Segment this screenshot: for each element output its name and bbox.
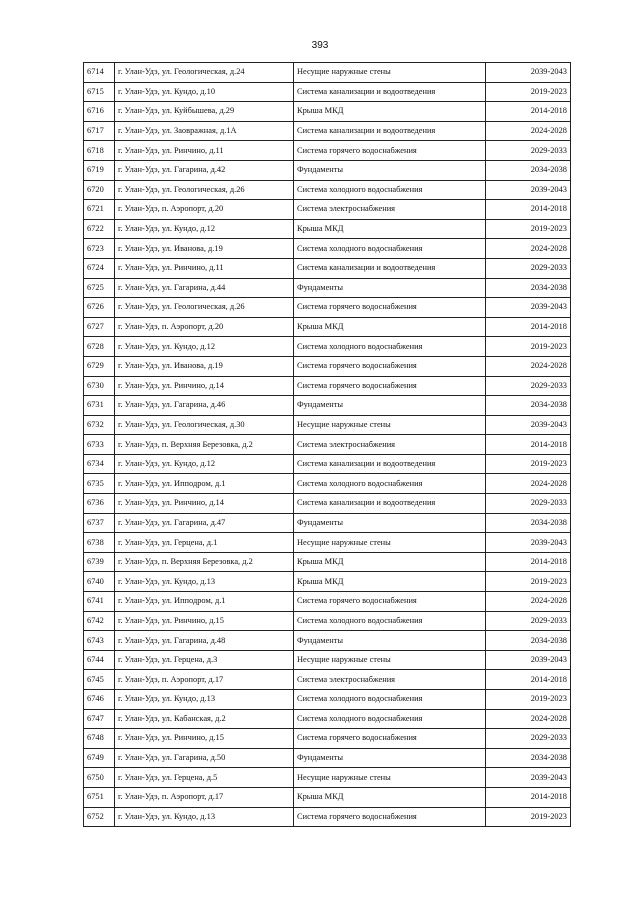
address-cell: г. Улан-Удэ, ул. Иванова, д.19 [115, 239, 294, 259]
address-cell: г. Улан-Удэ, ул. Ринчино, д.14 [115, 494, 294, 514]
row-number-cell: 6745 [84, 670, 115, 690]
period-cell: 2014-2018 [486, 670, 571, 690]
table-row [84, 572, 571, 592]
row-number-cell: 6724 [84, 258, 115, 278]
address-cell: г. Улан-Удэ, ул. Ринчино, д.15 [115, 729, 294, 749]
row-number-cell: 6717 [84, 121, 115, 141]
table-row [84, 690, 571, 710]
table-row [84, 611, 571, 631]
period-cell: 2039-2043 [486, 63, 571, 83]
period-cell: 2019-2023 [486, 572, 571, 592]
system-cell: Несущие наружные стены [294, 533, 486, 553]
address-cell: г. Улан-Удэ, ул. Ринчино, д.14 [115, 376, 294, 396]
address-cell: г. Улан-Удэ, ул. Ринчино, д.11 [115, 258, 294, 278]
period-cell: 2029-2033 [486, 376, 571, 396]
period-cell: 2024-2028 [486, 709, 571, 729]
address-cell: г. Улан-Удэ, ул. Ринчино, д.11 [115, 141, 294, 161]
period-cell: 2014-2018 [486, 200, 571, 220]
period-cell: 2014-2018 [486, 787, 571, 807]
period-cell: 2039-2043 [486, 180, 571, 200]
address-cell: г. Улан-Удэ, ул. Ипподром, д.1 [115, 474, 294, 494]
table-row [84, 239, 571, 259]
row-number-cell: 6722 [84, 219, 115, 239]
system-cell: Несущие наружные стены [294, 415, 486, 435]
system-cell: Система холодного водоснабжения [294, 611, 486, 631]
system-cell: Несущие наружные стены [294, 650, 486, 670]
address-cell: г. Улан-Удэ, ул. Герцена, д.1 [115, 533, 294, 553]
table-row [84, 102, 571, 122]
row-number-cell: 6729 [84, 356, 115, 376]
table-row [84, 807, 571, 827]
period-cell: 2029-2033 [486, 611, 571, 631]
address-cell: г. Улан-Удэ, ул. Куйбышева, д.29 [115, 102, 294, 122]
table-row [84, 141, 571, 161]
row-number-cell: 6751 [84, 787, 115, 807]
row-number-cell: 6731 [84, 396, 115, 416]
table-row [84, 533, 571, 553]
table-row [84, 415, 571, 435]
system-cell: Система холодного водоснабжения [294, 709, 486, 729]
address-cell: г. Улан-Удэ, ул. Кундо, д.10 [115, 82, 294, 102]
period-cell: 2029-2033 [486, 494, 571, 514]
row-number-cell: 6743 [84, 631, 115, 651]
address-cell: г. Улан-Удэ, ул. Кундо, д.12 [115, 219, 294, 239]
period-cell: 2029-2033 [486, 141, 571, 161]
period-cell: 2014-2018 [486, 317, 571, 337]
row-number-cell: 6726 [84, 298, 115, 318]
system-cell: Система электроснабжения [294, 200, 486, 220]
registry-table-body [84, 63, 571, 827]
row-number-cell: 6714 [84, 63, 115, 83]
row-number-cell: 6734 [84, 454, 115, 474]
address-cell: г. Улан-Удэ, ул. Гагарина, д.48 [115, 631, 294, 651]
row-number-cell: 6725 [84, 278, 115, 298]
period-cell: 2034-2038 [486, 396, 571, 416]
table-row [84, 513, 571, 533]
system-cell: Система холодного водоснабжения [294, 337, 486, 357]
row-number-cell: 6742 [84, 611, 115, 631]
system-cell: Система канализации и водоотведения [294, 454, 486, 474]
period-cell: 2039-2043 [486, 533, 571, 553]
period-cell: 2014-2018 [486, 102, 571, 122]
address-cell: г. Улан-Удэ, п. Аэропорт, д.20 [115, 317, 294, 337]
period-cell: 2039-2043 [486, 768, 571, 788]
table-row [84, 748, 571, 768]
address-cell: г. Улан-Удэ, п. Верхняя Березовка, д.2 [115, 552, 294, 572]
period-cell: 2039-2043 [486, 650, 571, 670]
system-cell: Система канализации и водоотведения [294, 258, 486, 278]
address-cell: г. Улан-Удэ, ул. Кундо, д.13 [115, 572, 294, 592]
system-cell: Фундаменты [294, 396, 486, 416]
table-row [84, 709, 571, 729]
address-cell: г. Улан-Удэ, ул. Ипподром, д.1 [115, 592, 294, 612]
system-cell: Крыша МКД [294, 552, 486, 572]
system-cell: Система горячего водоснабжения [294, 298, 486, 318]
row-number-cell: 6741 [84, 592, 115, 612]
system-cell: Крыша МКД [294, 572, 486, 592]
system-cell: Система горячего водоснабжения [294, 356, 486, 376]
address-cell: г. Улан-Удэ, ул. Кундо, д.13 [115, 807, 294, 827]
period-cell: 2014-2018 [486, 552, 571, 572]
address-cell: г. Улан-Удэ, п. Аэропорт, д.17 [115, 787, 294, 807]
period-cell: 2034-2038 [486, 513, 571, 533]
table-row [84, 298, 571, 318]
period-cell: 2024-2028 [486, 592, 571, 612]
table-row [84, 317, 571, 337]
system-cell: Крыша МКД [294, 219, 486, 239]
system-cell: Несущие наружные стены [294, 63, 486, 83]
table-row [84, 63, 571, 83]
period-cell: 2019-2023 [486, 337, 571, 357]
period-cell: 2039-2043 [486, 415, 571, 435]
period-cell: 2034-2038 [486, 748, 571, 768]
table-row [84, 768, 571, 788]
period-cell: 2019-2023 [486, 807, 571, 827]
table-row [84, 278, 571, 298]
row-number-cell: 6736 [84, 494, 115, 514]
table-row [84, 219, 571, 239]
table-row [84, 552, 571, 572]
period-cell: 2029-2033 [486, 729, 571, 749]
system-cell: Система электроснабжения [294, 435, 486, 455]
table-row [84, 631, 571, 651]
row-number-cell: 6716 [84, 102, 115, 122]
system-cell: Система горячего водоснабжения [294, 807, 486, 827]
period-cell: 2029-2033 [486, 258, 571, 278]
address-cell: г. Улан-Удэ, ул. Гагарина, д.47 [115, 513, 294, 533]
row-number-cell: 6747 [84, 709, 115, 729]
row-number-cell: 6721 [84, 200, 115, 220]
row-number-cell: 6728 [84, 337, 115, 357]
row-number-cell: 6752 [84, 807, 115, 827]
system-cell: Система электроснабжения [294, 670, 486, 690]
period-cell: 2024-2028 [486, 474, 571, 494]
period-cell: 2024-2028 [486, 356, 571, 376]
row-number-cell: 6748 [84, 729, 115, 749]
period-cell: 2014-2018 [486, 435, 571, 455]
system-cell: Фундаменты [294, 160, 486, 180]
address-cell: г. Улан-Удэ, п. Верхняя Березовка, д.2 [115, 435, 294, 455]
address-cell: г. Улан-Удэ, ул. Кундо, д.12 [115, 337, 294, 357]
row-number-cell: 6735 [84, 474, 115, 494]
row-number-cell: 6723 [84, 239, 115, 259]
row-number-cell: 6750 [84, 768, 115, 788]
row-number-cell: 6749 [84, 748, 115, 768]
address-cell: г. Улан-Удэ, ул. Герцена, д.3 [115, 650, 294, 670]
system-cell: Система холодного водоснабжения [294, 474, 486, 494]
address-cell: г. Улан-Удэ, ул. Геологическая, д.24 [115, 63, 294, 83]
table-row [84, 160, 571, 180]
registry-table [83, 62, 571, 827]
system-cell: Фундаменты [294, 278, 486, 298]
system-cell: Фундаменты [294, 748, 486, 768]
system-cell: Система горячего водоснабжения [294, 141, 486, 161]
table-row [84, 729, 571, 749]
system-cell: Система горячего водоснабжения [294, 592, 486, 612]
row-number-cell: 6739 [84, 552, 115, 572]
table-row [84, 356, 571, 376]
row-number-cell: 6730 [84, 376, 115, 396]
address-cell: г. Улан-Удэ, ул. Гагарина, д.46 [115, 396, 294, 416]
address-cell: г. Улан-Удэ, ул. Геологическая, д.26 [115, 180, 294, 200]
row-number-cell: 6737 [84, 513, 115, 533]
table-row [84, 396, 571, 416]
table-row [84, 180, 571, 200]
row-number-cell: 6738 [84, 533, 115, 553]
row-number-cell: 6715 [84, 82, 115, 102]
period-cell: 2019-2023 [486, 690, 571, 710]
table-row [84, 787, 571, 807]
system-cell: Система канализации и водоотведения [294, 121, 486, 141]
table-row [84, 376, 571, 396]
address-cell: г. Улан-Удэ, ул. Иванова, д.19 [115, 356, 294, 376]
table-row [84, 670, 571, 690]
address-cell: г. Улан-Удэ, п. Аэропорт, д.20 [115, 200, 294, 220]
period-cell: 2034-2038 [486, 631, 571, 651]
address-cell: г. Улан-Удэ, ул. Заовражная, д.1А [115, 121, 294, 141]
table-row [84, 337, 571, 357]
row-number-cell: 6720 [84, 180, 115, 200]
period-cell: 2019-2023 [486, 454, 571, 474]
system-cell: Фундаменты [294, 513, 486, 533]
row-number-cell: 6718 [84, 141, 115, 161]
address-cell: г. Улан-Удэ, ул. Гагарина, д.44 [115, 278, 294, 298]
table-row [84, 435, 571, 455]
period-cell: 2019-2023 [486, 219, 571, 239]
system-cell: Крыша МКД [294, 317, 486, 337]
address-cell: г. Улан-Удэ, ул. Кундо, д.12 [115, 454, 294, 474]
table-row [84, 121, 571, 141]
table-row [84, 258, 571, 278]
row-number-cell: 6732 [84, 415, 115, 435]
period-cell: 2039-2043 [486, 298, 571, 318]
address-cell: г. Улан-Удэ, ул. Кабанская, д.2 [115, 709, 294, 729]
period-cell: 2019-2023 [486, 82, 571, 102]
table-row [84, 474, 571, 494]
address-cell: г. Улан-Удэ, п. Аэропорт, д.17 [115, 670, 294, 690]
address-cell: г. Улан-Удэ, ул. Кундо, д.13 [115, 690, 294, 710]
address-cell: г. Улан-Удэ, ул. Геологическая, д.30 [115, 415, 294, 435]
address-cell: г. Улан-Удэ, ул. Гагарина, д.50 [115, 748, 294, 768]
period-cell: 2024-2028 [486, 239, 571, 259]
table-row [84, 454, 571, 474]
period-cell: 2024-2028 [486, 121, 571, 141]
table-row [84, 494, 571, 514]
table-row [84, 200, 571, 220]
system-cell: Система горячего водоснабжения [294, 729, 486, 749]
table-row [84, 82, 571, 102]
row-number-cell: 6733 [84, 435, 115, 455]
system-cell: Система холодного водоснабжения [294, 239, 486, 259]
table-row [84, 650, 571, 670]
system-cell: Система холодного водоснабжения [294, 180, 486, 200]
page-number: 393 [311, 40, 329, 51]
system-cell: Крыша МКД [294, 787, 486, 807]
row-number-cell: 6744 [84, 650, 115, 670]
address-cell: г. Улан-Удэ, ул. Геологическая, д.26 [115, 298, 294, 318]
period-cell: 2034-2038 [486, 278, 571, 298]
system-cell: Несущие наружные стены [294, 768, 486, 788]
address-cell: г. Улан-Удэ, ул. Ринчино, д.15 [115, 611, 294, 631]
system-cell: Крыша МКД [294, 102, 486, 122]
system-cell: Система холодного водоснабжения [294, 690, 486, 710]
row-number-cell: 6727 [84, 317, 115, 337]
row-number-cell: 6740 [84, 572, 115, 592]
system-cell: Система канализации и водоотведения [294, 494, 486, 514]
table-row [84, 592, 571, 612]
row-number-cell: 6746 [84, 690, 115, 710]
address-cell: г. Улан-Удэ, ул. Гагарина, д.42 [115, 160, 294, 180]
system-cell: Система канализации и водоотведения [294, 82, 486, 102]
period-cell: 2034-2038 [486, 160, 571, 180]
row-number-cell: 6719 [84, 160, 115, 180]
address-cell: г. Улан-Удэ, ул. Герцена, д.5 [115, 768, 294, 788]
system-cell: Система горячего водоснабжения [294, 376, 486, 396]
system-cell: Фундаменты [294, 631, 486, 651]
